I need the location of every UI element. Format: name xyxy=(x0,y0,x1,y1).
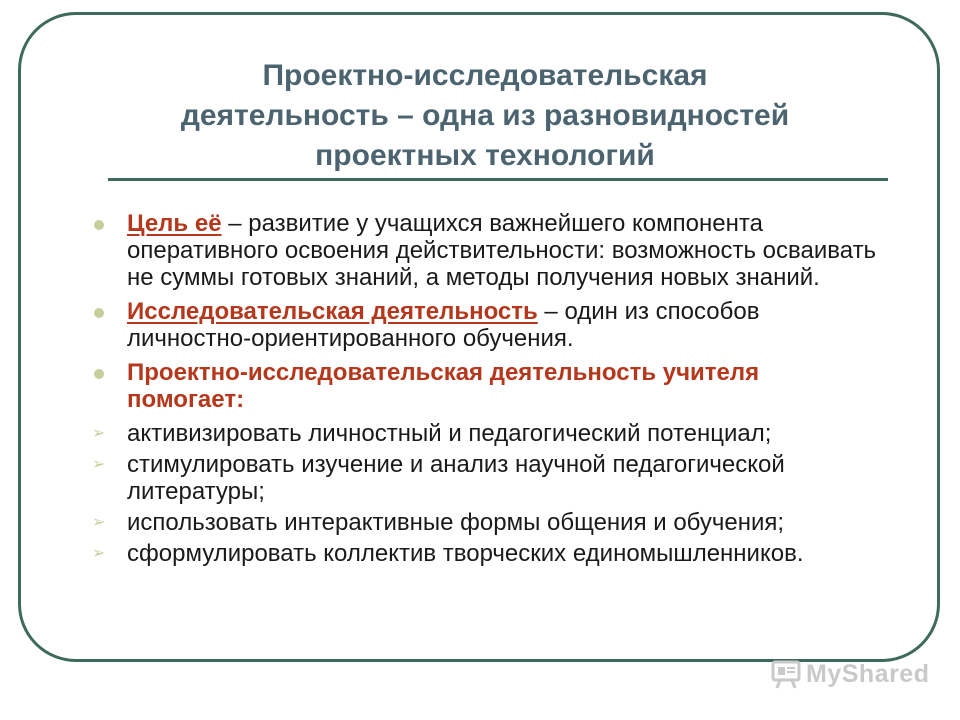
sub-bullet-text: сформулировать коллектив творческих единомышленников. xyxy=(127,540,804,567)
sub-bullet-interactive xyxy=(92,509,882,536)
bullet-research-activity xyxy=(92,298,882,352)
research-activity-label: Исследовательская деятельность xyxy=(127,298,538,325)
title-line-3: проектных технологий xyxy=(315,139,655,172)
teacher-helps-label: Проектно-исследовательская деятельность учителя помогает: xyxy=(127,359,760,413)
bullet-dot-icon xyxy=(94,369,104,379)
sub-bullet-text: использовать интерактивные формы общения и обучения; xyxy=(127,509,785,536)
bullet-dot-icon xyxy=(94,220,104,230)
sub-bullet-stimulate xyxy=(92,451,882,505)
goal-label: Цель её xyxy=(127,210,222,237)
research-activity-text: – один из способов личностно-ориентированного обучения. xyxy=(127,298,760,352)
bullet-goal xyxy=(92,210,882,291)
sub-bullet-text: активизировать личностный и педагогический потенциал; xyxy=(127,420,772,447)
sub-bullet-activate xyxy=(92,420,882,447)
sub-bullet-collective xyxy=(92,540,882,567)
slide-content xyxy=(92,210,882,571)
watermark-text: MyShared xyxy=(806,659,930,688)
slide-title xyxy=(100,56,870,176)
arrow-bullet-icon: ➢ xyxy=(92,514,106,531)
arrow-bullet-icon: ➢ xyxy=(92,456,106,473)
watermark xyxy=(770,656,929,692)
presentation-screen-icon xyxy=(770,658,802,690)
title-line-1: Проектно-исследовательская xyxy=(262,59,708,92)
bullet-dot-icon xyxy=(94,308,104,318)
goal-text: – развитие у учащихся важнейшего компонента оперативного освоения действительности: возможность осваивать не суммы готовых знаний, а методы получения новых знаний. xyxy=(127,210,877,291)
bullet-teacher-helps xyxy=(92,359,882,413)
arrow-bullet-icon: ➢ xyxy=(92,425,106,442)
title-line-2: деятельность – одна из разновидностей xyxy=(180,99,790,132)
arrow-bullet-icon: ➢ xyxy=(92,545,106,562)
title-divider xyxy=(108,178,888,181)
sub-bullet-text: стимулировать изучение и анализ научной педагогической литературы; xyxy=(127,451,785,505)
